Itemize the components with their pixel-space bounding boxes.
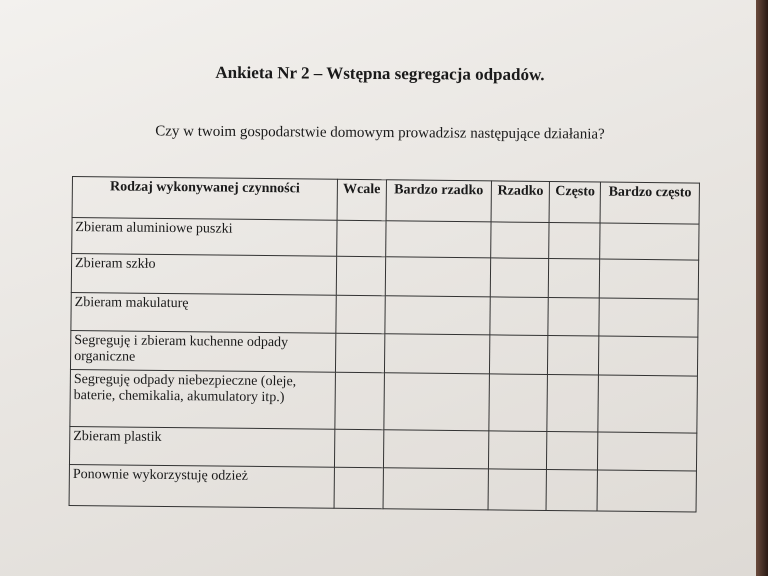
- answer-cell[interactable]: [548, 336, 600, 375]
- table-row: [69, 426, 696, 471]
- answer-cell[interactable]: [337, 220, 386, 257]
- header-never: Wcale: [337, 179, 386, 220]
- header-very-often: Bardzo często: [600, 182, 699, 224]
- answer-cell[interactable]: [384, 373, 490, 431]
- answer-cell[interactable]: [383, 468, 489, 510]
- answer-cell[interactable]: [490, 335, 548, 374]
- header-very-rarely: Bardzo rzadko: [386, 180, 492, 222]
- row-label: Zbieram aluminiowe puszki: [72, 217, 337, 256]
- answer-cell[interactable]: [335, 372, 384, 429]
- answer-cell[interactable]: [334, 468, 383, 509]
- table-surface: [756, 0, 768, 576]
- answer-cell[interactable]: [548, 297, 600, 336]
- header-activity: Rodzaj wykonywanej czynności: [72, 177, 337, 220]
- answer-cell[interactable]: [335, 334, 384, 373]
- answer-cell[interactable]: [336, 295, 385, 334]
- table-row: [71, 292, 698, 337]
- answer-cell[interactable]: [383, 430, 489, 470]
- row-label: Ponownie wykorzystuję odzież: [69, 465, 334, 508]
- answer-cell[interactable]: [385, 257, 491, 297]
- answer-cell[interactable]: [598, 432, 697, 472]
- header-rarely: Rzadko: [491, 181, 549, 222]
- answer-cell[interactable]: [600, 223, 699, 261]
- row-label: Zbieram makulaturę: [71, 292, 336, 333]
- answer-cell[interactable]: [598, 375, 697, 433]
- row-label: Segreguję odpady niebezpieczne (oleje, baterie, chemikalia, akumulatory itp.): [70, 369, 336, 429]
- answer-cell[interactable]: [334, 429, 383, 468]
- survey-title: Ankieta Nr 2 – Wstępna segregacja odpadów.: [215, 62, 545, 85]
- answer-cell[interactable]: [600, 259, 699, 299]
- answer-cell[interactable]: [548, 259, 600, 298]
- table-row: [69, 465, 696, 512]
- answer-cell[interactable]: [599, 336, 698, 376]
- table-row: [71, 254, 698, 299]
- survey-question: Czy w twoim gospodarstwie domowym prowadzisz następujące działania?: [155, 123, 605, 143]
- answer-cell[interactable]: [597, 470, 696, 512]
- answer-cell[interactable]: [546, 470, 598, 511]
- answer-cell[interactable]: [489, 431, 547, 470]
- answer-cell[interactable]: [490, 297, 548, 336]
- survey-table: [69, 176, 700, 513]
- answer-cell[interactable]: [489, 374, 548, 431]
- answer-cell[interactable]: [547, 431, 599, 470]
- header-often: Często: [549, 182, 601, 223]
- row-label: Zbieram szkło: [71, 254, 336, 295]
- answer-cell[interactable]: [549, 222, 601, 259]
- row-label: Zbieram plastik: [69, 426, 334, 467]
- answer-cell[interactable]: [488, 469, 546, 510]
- answer-cell[interactable]: [336, 256, 385, 295]
- table-header-row: [72, 177, 699, 224]
- row-label: Segreguję i zbieram kuchenne odpady organiczne: [70, 331, 335, 372]
- answer-cell[interactable]: [490, 258, 548, 297]
- answer-cell[interactable]: [491, 222, 549, 259]
- answer-cell[interactable]: [384, 334, 490, 374]
- answer-cell[interactable]: [599, 298, 698, 338]
- table-row: [70, 369, 698, 432]
- answer-cell[interactable]: [385, 296, 491, 336]
- answer-cell[interactable]: [385, 220, 491, 258]
- table-row: [70, 331, 697, 376]
- answer-cell[interactable]: [547, 374, 599, 431]
